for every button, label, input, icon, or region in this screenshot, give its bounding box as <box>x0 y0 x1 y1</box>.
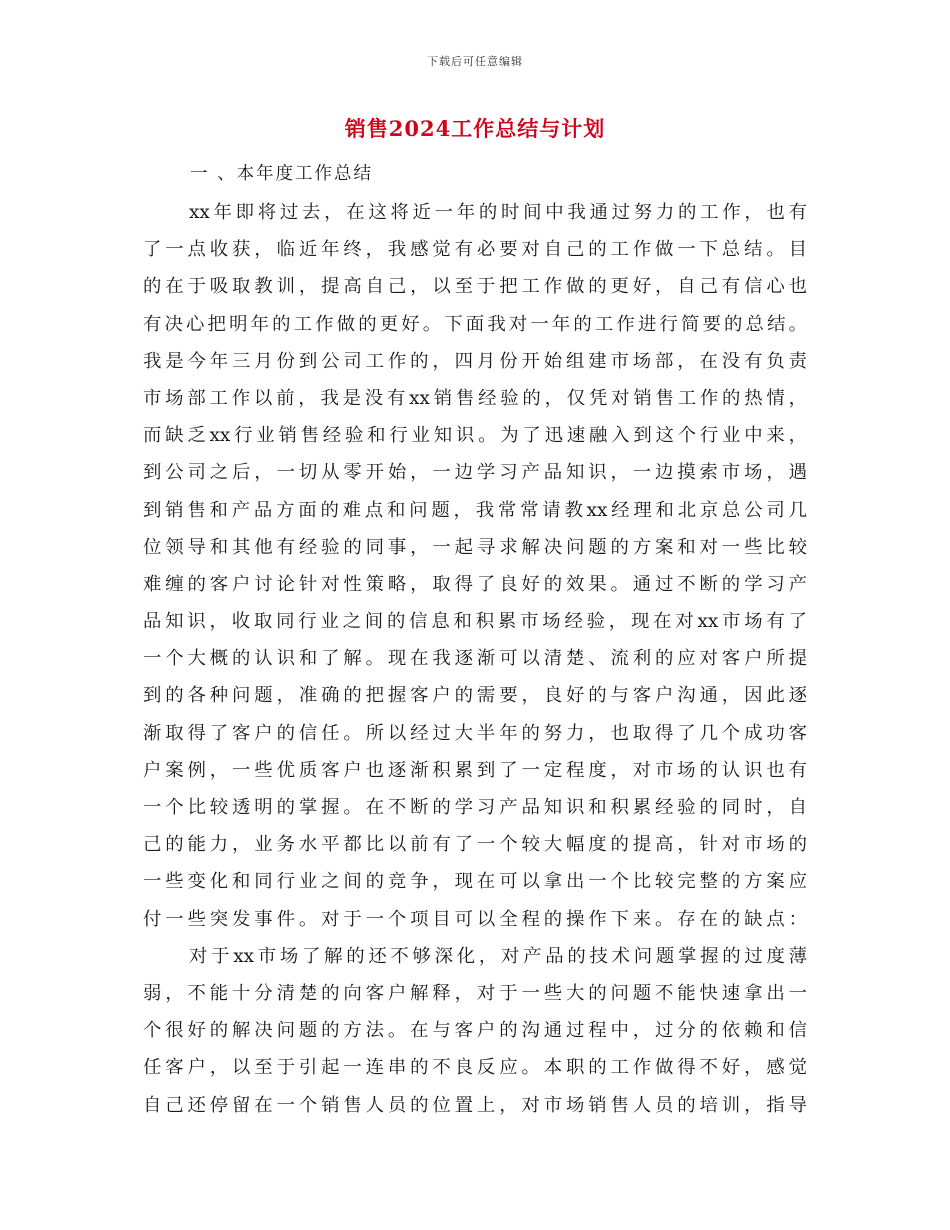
paragraph-line: 付一些突发事件。对于一个项目可以全程的操作下来。存在的缺点： <box>143 908 807 930</box>
paragraph-line: 品知识，收取同行业之间的信息和积累市场经验，现在对xx市场有了 <box>143 611 807 633</box>
page-header: 下载后可任意编辑 <box>427 55 523 68</box>
paragraph-line: 的在于吸取教训，提高自己，以至于把工作做的更好，自己有信心也 <box>143 276 807 298</box>
paragraph-line: 位领导和其他有经验的同事，一起寻求解决问题的方案和对一些比较 <box>143 536 807 558</box>
section-heading: 一 、本年度工作总结 <box>190 164 374 184</box>
paragraph-line: 而缺乏xx行业销售经验和行业知识。为了迅速融入到这个行业中来， <box>143 425 807 447</box>
paragraph-line: 一个大概的认识和了解。现在我逐渐可以清楚、流利的应对客户所提 <box>143 648 807 670</box>
paragraph-line: 了一点收获，临近年终，我感觉有必要对自己的工作做一下总结。目 <box>143 239 807 261</box>
paragraph-line: 到的各种问题，准确的把握客户的需要，良好的与客户沟通，因此逐 <box>143 685 807 707</box>
paragraph-line: 一个比较透明的掌握。在不断的学习产品知识和积累经验的同时，自 <box>143 797 807 818</box>
paragraph-line: 难缠的客户讨论针对性策略，取得了良好的效果。通过不断的学习产 <box>143 573 807 595</box>
paragraph-line: 户案例，一些优质客户也逐渐积累到了一定程度，对市场的认识也有 <box>143 759 807 781</box>
document-title: 销售2024工作总结与计划 <box>344 116 606 141</box>
paragraph-line: 到销售和产品方面的难点和问题，我常常请教xx经理和北京总公司几 <box>143 499 807 521</box>
paragraph-line: 任客户，以至于引起一连串的不良反应。本职的工作做得不好，感觉 <box>143 1057 807 1079</box>
paragraph-line: 个很好的解决问题的方法。在与客户的沟通过程中，过分的依赖和信 <box>143 1020 807 1042</box>
paragraph-line: 市场部工作以前，我是没有xx销售经验的，仅凭对销售工作的热情， <box>143 387 807 409</box>
body-text <box>143 194 807 1124</box>
paragraph-line: 一些变化和同行业之间的竞争，现在可以拿出一个比较完整的方案应 <box>143 871 807 893</box>
paragraph-line: 我是今年三月份到公司工作的，四月份开始组建市场部，在没有负责 <box>143 350 807 372</box>
paragraph-line: 有决心把明年的工作做的更好。下面我对一年的工作进行简要的总结。 <box>143 313 807 335</box>
paragraph-line: xx年即将过去，在这将近一年的时间中我通过努力的工作，也有 <box>189 202 807 223</box>
paragraph-line: 自己还停留在一个销售人员的位置上，对市场销售人员的培训，指导 <box>143 1094 807 1116</box>
paragraph-line: 到公司之后，一切从零开始，一边学习产品知识，一边摸索市场，遇 <box>143 462 807 484</box>
paragraph-line: 己的能力，业务水平都比以前有了一个较大幅度的提高，针对市场的 <box>143 834 807 856</box>
paragraph-line: 渐取得了客户的信任。所以经过大半年的努力，也取得了几个成功客 <box>143 722 807 744</box>
paragraph-line: 弱，不能十分清楚的向客户解释，对于一些大的问题不能快速拿出一 <box>143 982 807 1004</box>
paragraph-line: 对于xx市场了解的还不够深化，对产品的技术问题掌握的过度薄 <box>189 945 807 967</box>
